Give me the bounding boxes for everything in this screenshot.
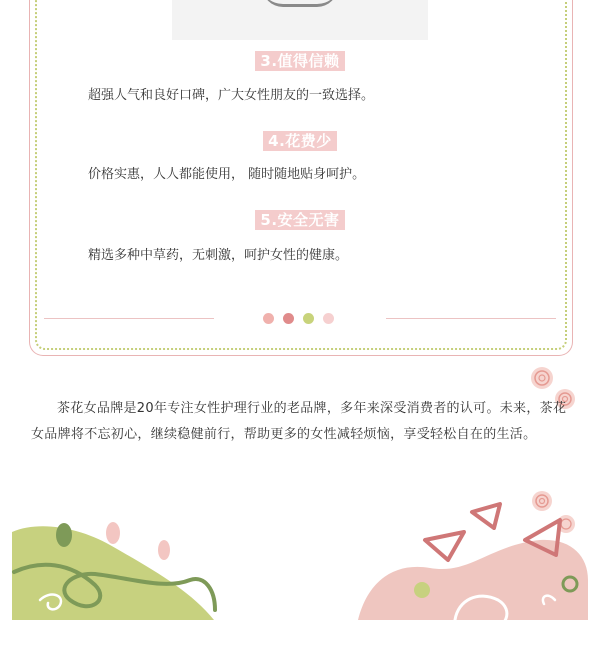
olive-leaf bbox=[56, 523, 72, 547]
section-title-5-text: 5.安全无害 bbox=[255, 210, 344, 230]
section-title-3-text: 3.值得信赖 bbox=[255, 51, 344, 71]
section-body-5: 精选多种中草药，无刺激，呵护女性的健康。 bbox=[88, 248, 349, 263]
rose-icon bbox=[531, 367, 553, 389]
pink-petal bbox=[106, 522, 120, 544]
triangle-icon bbox=[472, 504, 500, 528]
section-body-4: 价格实惠，人人都能使用， 随时随地贴身呵护。 bbox=[88, 167, 366, 182]
green-dot bbox=[414, 582, 430, 598]
section-title-4-text: 4.花费少 bbox=[263, 131, 337, 151]
rose-icon bbox=[532, 491, 552, 511]
brand-intro-paragraph: 茶花女品牌是20年专注女性护理行业的老品牌，多年来深受消费者的认可。未来，茶花女品牌将不忘初心，继续稳健前行，帮助更多的女性减轻烦恼，享受轻松自在的生活。 bbox=[31, 401, 567, 442]
triangle-icon bbox=[425, 532, 464, 560]
section-body-3: 超强人气和良好口碑，广大女性朋友的一致选择。 bbox=[88, 88, 375, 103]
pink-petal bbox=[158, 540, 170, 560]
